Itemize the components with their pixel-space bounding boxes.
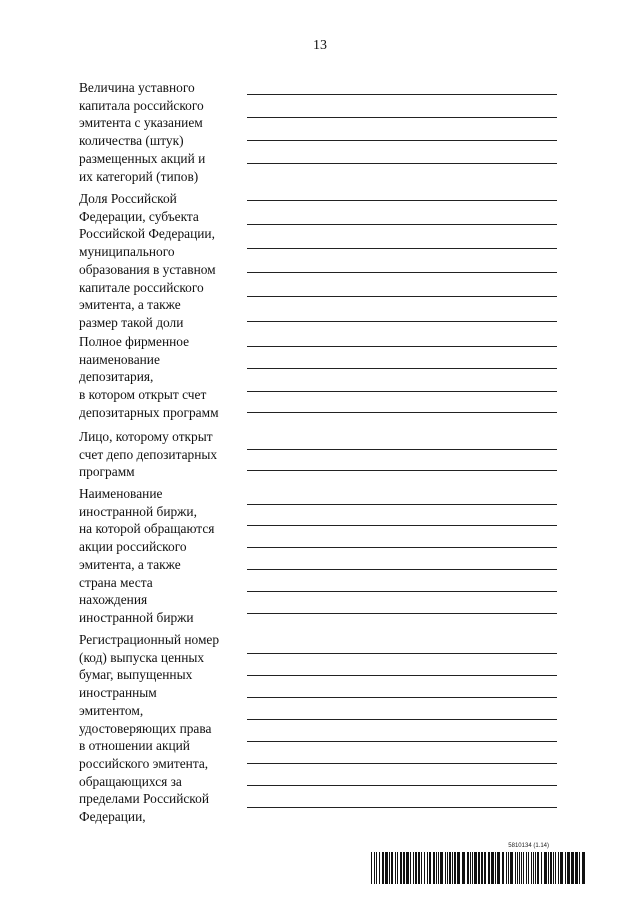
fill-in-line[interactable] xyxy=(247,200,557,201)
field-label-line: Федерации, субъекта xyxy=(79,208,199,224)
field-label-line: эмитента, а также xyxy=(79,556,181,572)
field-label-line: удостоверяющих права xyxy=(79,720,212,736)
field-label-line: бумаг, выпущенных xyxy=(79,667,193,683)
fill-in-line[interactable] xyxy=(247,321,557,322)
field-label-line: депозитарных программ xyxy=(79,404,219,420)
field-label-line: (код) выпуска ценных xyxy=(79,649,205,665)
page-number: 13 xyxy=(313,38,327,53)
field-label-line: депозитария, xyxy=(79,369,154,385)
field-label-line: эмитента с указанием xyxy=(79,115,203,131)
field-label-line: страна места xyxy=(79,574,153,590)
field-label xyxy=(79,631,244,826)
field-label-line: пределами Российской xyxy=(79,791,209,807)
fill-in-line[interactable] xyxy=(247,569,557,570)
fill-in-line[interactable] xyxy=(247,547,557,548)
field-label-line: Лицо, которому открыт xyxy=(79,429,213,444)
field-label-line: обращающихся за xyxy=(79,773,182,789)
field-label-line: российского эмитента, xyxy=(79,755,209,771)
fill-in-line[interactable] xyxy=(247,94,557,95)
fill-in-line[interactable] xyxy=(247,525,557,526)
field-label-line: размер такой доли xyxy=(79,314,184,330)
fill-in-line[interactable] xyxy=(247,391,557,392)
fill-in-line[interactable] xyxy=(247,785,557,786)
fill-in-line[interactable] xyxy=(247,224,557,225)
field-label-line: наименование xyxy=(79,351,160,367)
fill-in-line[interactable] xyxy=(247,653,557,654)
field-label-line: количества (штук) xyxy=(79,133,184,149)
field-label-line: капитале российского xyxy=(79,279,204,295)
fill-in-line[interactable] xyxy=(247,504,557,505)
field-label xyxy=(79,79,244,185)
field-label-line: на которой обращаются xyxy=(79,521,215,537)
fill-in-line[interactable] xyxy=(247,140,557,141)
field-label-line: нахождения xyxy=(79,592,148,608)
fill-in-line[interactable] xyxy=(247,412,557,413)
field-label-line: эмитентом, xyxy=(79,702,144,718)
field-label xyxy=(79,333,244,422)
barcode-code: 5810134 (1.14) xyxy=(508,843,549,849)
fill-in-line[interactable] xyxy=(247,272,557,273)
barcode-bars-image xyxy=(371,852,589,884)
fill-in-line[interactable] xyxy=(247,591,557,592)
fill-in-line[interactable] xyxy=(247,675,557,676)
field-label-line: размещенных акций и xyxy=(79,150,206,166)
fill-in-line[interactable] xyxy=(247,117,557,118)
field-label-line: иностранной биржи xyxy=(79,609,194,625)
field-label-line: в котором открыт счет xyxy=(79,387,207,403)
fill-in-line[interactable] xyxy=(247,346,557,347)
field-label-line: акции российского xyxy=(79,539,187,555)
field-label-line: Российской Федерации, xyxy=(79,226,215,242)
field-label-line: программ xyxy=(79,464,135,480)
fill-in-line[interactable] xyxy=(247,296,557,297)
fill-in-line[interactable] xyxy=(247,741,557,742)
field-label-line: Доля Российской xyxy=(79,191,177,206)
barcode xyxy=(371,843,589,885)
field-label-line: счет депо депозитарных xyxy=(79,446,218,462)
field-label-line: Федерации, xyxy=(79,809,146,825)
fill-in-line[interactable] xyxy=(247,248,557,249)
fill-in-line[interactable] xyxy=(247,368,557,369)
field-label-line: в отношении акций xyxy=(79,738,190,754)
fill-in-line[interactable] xyxy=(247,470,557,471)
fill-in-line[interactable] xyxy=(247,697,557,698)
field-label-line: Величина уставного xyxy=(79,80,195,95)
field-label-line: иностранной биржи, xyxy=(79,503,197,519)
field-label xyxy=(79,428,244,481)
field-label-line: их категорий (типов) xyxy=(79,168,199,184)
field-label-line: капитала российского xyxy=(79,97,204,113)
fill-in-line[interactable] xyxy=(247,763,557,764)
field-label-line: иностранным xyxy=(79,685,157,701)
fill-in-line[interactable] xyxy=(247,163,557,164)
field-label-line: муниципального xyxy=(79,244,175,260)
field-label-line: Полное фирменное xyxy=(79,334,190,349)
fill-in-line[interactable] xyxy=(247,719,557,720)
field-label xyxy=(79,485,244,627)
field-label-line: образования в уставном xyxy=(79,261,216,277)
field-label-line: Регистрационный номер xyxy=(79,632,220,647)
fill-in-line[interactable] xyxy=(247,449,557,450)
fill-in-line[interactable] xyxy=(247,807,557,808)
field-label-line: Наименование xyxy=(79,486,163,501)
field-label-line: эмитента, а также xyxy=(79,297,181,313)
fill-in-line[interactable] xyxy=(247,613,557,614)
field-label xyxy=(79,190,244,332)
